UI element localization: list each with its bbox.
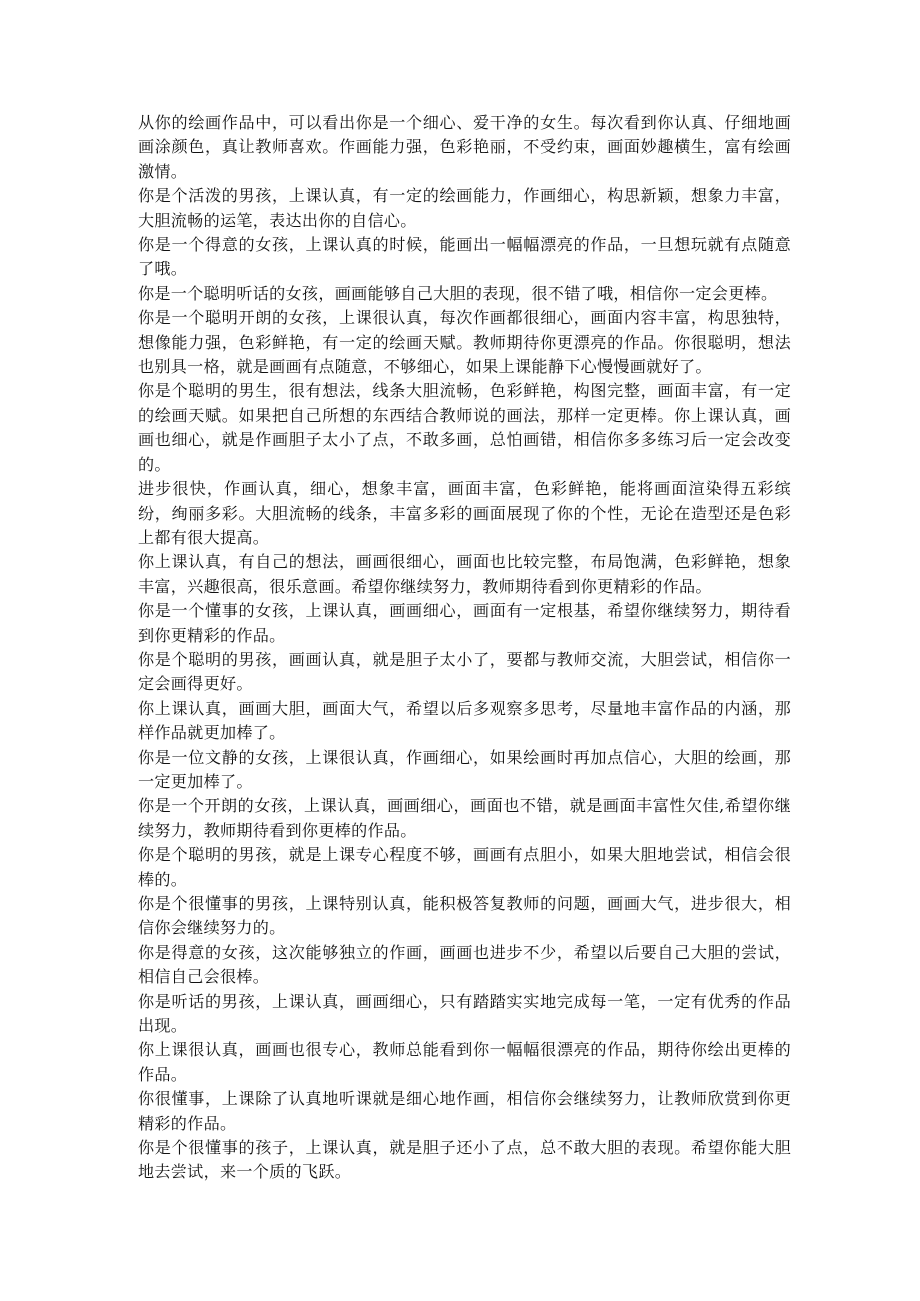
paragraph-5: 你是一个聪明开朗的女孩，上课很认真，每次作画都很细心，画面内容丰富，构思独特，想像能力强，色彩鲜艳，有一定的绘画天赋。教师期待你更漂亮的作品。你很聪明，想法也别具一格，就是画画有点随意，不够细心，如果上课能静下心慢慢画就好了。 [138, 308, 791, 377]
paragraph-17: 你是听话的男孩，上课认真，画画细心，只有踏踏实实地完成每一笔，一定有优秀的作品出现。 [138, 991, 791, 1036]
paragraph-16: 你是得意的女孩，这次能够独立的作画，画画也进步不少，希望以后要自己大胆的尝试，相信自己会很棒。 [138, 942, 791, 987]
paragraph-4: 你是一个聪明听话的女孩，画画能够自己大胆的表现，很不错了哦，相信你一定会更棒。 [138, 283, 778, 303]
paragraph-7: 进步很快，作画认真，细心，想象丰富，画面丰富，色彩鲜艳，能将画面渲染得五彩缤纷，绚丽多彩。大胆流畅的线条，丰富多彩的画面展现了你的个性，无论在造型还是色彩上都有很大提高。 [138, 479, 791, 547]
paragraph-9: 你是一个懂事的女孩，上课认真，画画细心，画面有一定根基，希望你继续努力，期待看到你更精彩的作品。 [138, 601, 791, 645]
paragraph-19: 你很懂事，上课除了认真地听课就是细心地作画，相信你会继续努力，让教师欣赏到你更精彩的作品。 [138, 1089, 791, 1133]
paragraph-18: 你上课很认真，画画也很专心，教师总能看到你一幅幅很漂亮的作品，期待你绘出更棒的作品。 [138, 1040, 791, 1084]
paragraph-1: 从你的绘画作品中，可以看出你是一个细心、爱干净的女生。每次看到你认真、仔细地画画涂颜色，真让教师喜欢。作画能力强，色彩艳丽，不受约束，画面妙趣横生，富有绘画激情。 [138, 113, 791, 181]
paragraph-13: 你是一个开朗的女孩，上课认真，画画细心，画面也不错，就是画面丰富性欠佳,希望你继续努力，教师期待看到你更棒的作品。 [138, 796, 791, 840]
paragraph-12: 你是一位文静的女孩，上课很认真，作画细心，如果绘画时再加点信心，大胆的绘画，那一定更加棒了。 [138, 747, 791, 791]
paragraph-6: 你是个聪明的男生，很有想法，线条大胆流畅，色彩鲜艳，构图完整，画面丰富，有一定的绘画天赋。如果把自己所想的东西结合教师说的画法，那样一定更棒。你上课认真，画画也细心，就是作画胆子太小了点，不敢多画，总怕画错，相信你多多练习后一定会改变的。 [138, 381, 791, 474]
paragraph-10: 你是个聪明的男孩，画画认真，就是胆子太小了，要都与教师交流，大胆尝试，相信你一定会画得更好。 [138, 649, 791, 694]
paragraph-20: 你是个很懂事的孩子，上课认真，就是胆子还小了点，总不敢大胆的表现。希望你能大胆地去尝试，来一个质的飞跃。 [138, 1138, 791, 1182]
paragraph-14: 你是个聪明的男孩，就是上课专心程度不够，画画有点胆小，如果大胆地尝试，相信会很棒的。 [138, 845, 791, 889]
paragraph-15: 你是个很懂事的男孩，上课特别认真，能积极答复教师的问题，画画大气，进步很大，相信你会继续努力的。 [138, 894, 791, 938]
paragraph-11: 你上课认真，画画大胆，画面大气，希望以后多观察多思考，尽量地丰富作品的内涵，那样作品就更加棒了。 [138, 698, 791, 743]
paragraph-8: 你上课认真，有自己的想法，画画很细心，画面也比较完整，布局饱满，色彩鲜艳，想象丰富，兴趣很高，很乐意画。希望你继续努力，教师期待看到你更精彩的作品。 [138, 552, 791, 596]
paragraph-2: 你是个活泼的男孩，上课认真，有一定的绘画能力，作画细心，构思新颖，想象力丰富，大胆流畅的运笔，表达出你的自信心。 [138, 186, 791, 230]
paragraph-3: 你是一个得意的女孩，上课认真的时候，能画出一幅幅漂亮的作品，一旦想玩就有点随意了哦。 [138, 235, 791, 279]
document-body [138, 111, 791, 1185]
